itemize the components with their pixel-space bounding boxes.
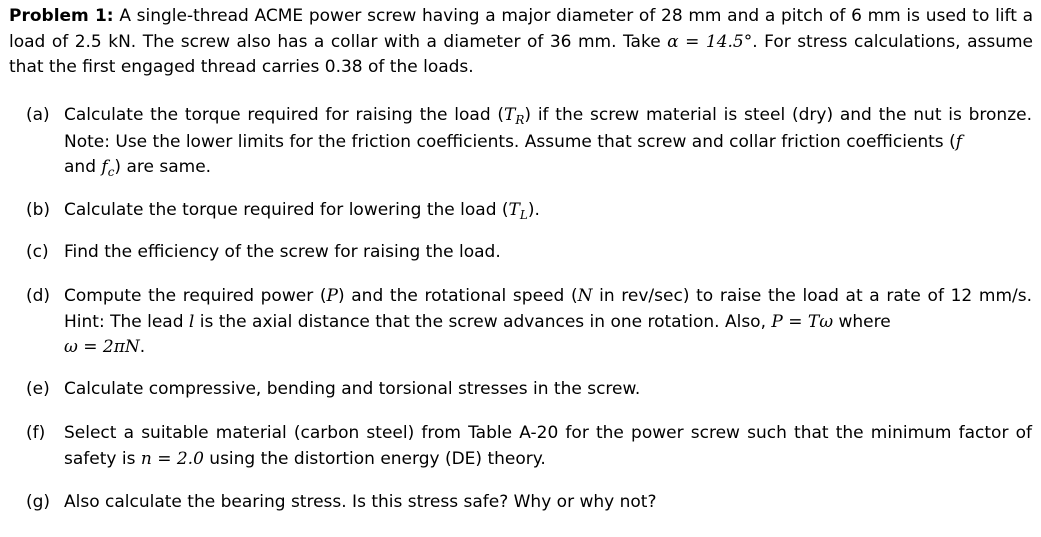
- text-segment: is the axial distance that the screw advances in one rotation. Also,: [194, 311, 772, 332]
- text-segment: where: [833, 311, 891, 332]
- math-equation: n = 2.0: [140, 448, 204, 469]
- math-symbol: T: [508, 200, 520, 220]
- text-segment: Calculate the torque required for raising the load (: [64, 105, 505, 125]
- subquestion-text: [64, 240, 1032, 266]
- problem-intro-text-2: . For stress calculations, assume that the first engaged thread carries 0.38 of the loads.: [9, 31, 1034, 77]
- text-segment: Select a suitable material (carbon steel) from Table A-20 for the power screw such that the minimum factor of safety is: [64, 423, 1032, 469]
- subquestion-label: (f): [26, 423, 46, 443]
- text-segment: Also calculate the bearing stress. Is this stress safe? Why or why not?: [64, 492, 657, 512]
- text-segment: Compute the required power (: [64, 286, 327, 306]
- subquestion-label: (e): [26, 379, 50, 399]
- text-segment: ) if the screw material is steel (dry) and the nut is bronze. Note: Use the lower limits for the friction coefficients. Assume that screw and collar friction coefficients (: [64, 105, 1032, 152]
- problem-heading: Problem 1:: [9, 6, 114, 26]
- subquestion-text: [64, 284, 1032, 361]
- math-symbol: l: [188, 311, 195, 332]
- text-segment: ) and the rotational speed (: [337, 286, 578, 306]
- math-symbol: P: [326, 286, 338, 306]
- alpha-expression: α = 14.5°: [667, 31, 753, 52]
- text-segment: ).: [527, 200, 540, 220]
- math-symbol: f: [101, 157, 108, 177]
- subquestion-text: [64, 490, 1032, 516]
- subquestion-label: (d): [26, 286, 51, 306]
- subquestion-label: (a): [26, 105, 50, 125]
- text-segment: Calculate compressive, bending and torsional stresses in the screw.: [64, 379, 641, 399]
- subquestion-text: [64, 198, 1032, 225]
- subquestion-label: (b): [26, 200, 51, 220]
- math-symbol: N: [577, 286, 593, 306]
- text-segment: .: [139, 337, 146, 357]
- subquestion-text: [64, 377, 1032, 403]
- math-symbol: f: [955, 131, 962, 152]
- math-equation: ω = 2πN: [64, 337, 140, 357]
- math-symbol: T: [504, 105, 516, 125]
- problem-statement: [9, 4, 1033, 81]
- subquestion-text: [64, 421, 1032, 472]
- subquestion-text: [64, 103, 1032, 182]
- text-segment: Find the efficiency of the screw for raising the load.: [64, 242, 501, 262]
- text-segment: in rev/sec) to raise the load at a rate of 12 mm/s. Hint: The lead: [64, 286, 1033, 332]
- math-subscript: R: [515, 113, 525, 127]
- problem-intro-text-1: A single-thread ACME power screw having a major diameter of 28 mm and a pitch of 6 mm is used to lift a load of 2.5 kN. The screw also has a collar with a diameter of 36 mm. Take: [9, 6, 1033, 52]
- math-subscript: L: [519, 208, 528, 222]
- text-segment: using the distortion energy (DE) theory.: [203, 448, 546, 469]
- subquestion-label: (g): [26, 492, 51, 512]
- text-segment: ) are same.: [114, 157, 212, 177]
- text-segment: and: [64, 157, 102, 177]
- math-equation: P = Tω: [771, 311, 834, 332]
- subquestion-label: (c): [26, 242, 49, 262]
- text-segment: Calculate the torque required for lowering the load (: [64, 200, 509, 220]
- math-subscript: c: [107, 165, 115, 179]
